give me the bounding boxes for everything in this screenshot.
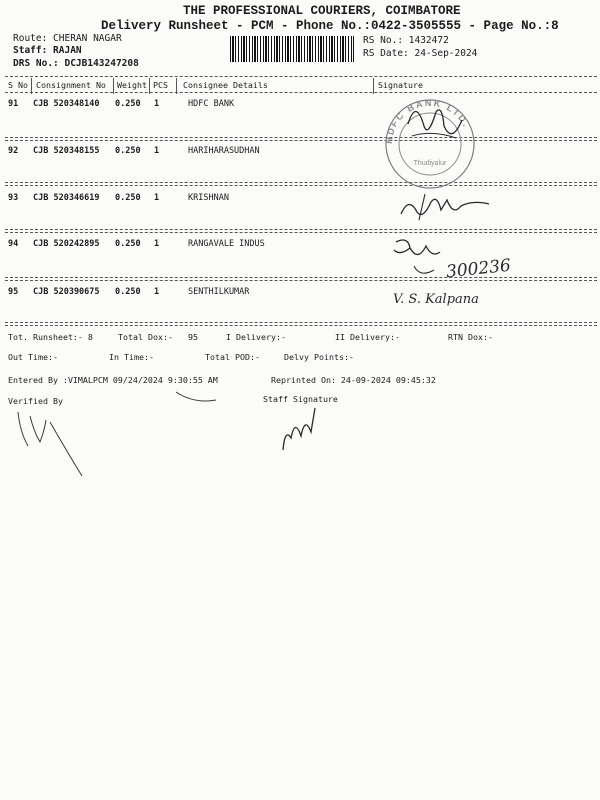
delvy-points: Delvy Points:- — [284, 352, 354, 362]
svg-text:Thudiyalur: Thudiyalur — [413, 160, 447, 167]
row-consignee: RANGAVALE INDUS — [188, 239, 265, 249]
row-consignee: KRISHNAN — [188, 193, 229, 203]
col-consignee: Consignee Details — [183, 80, 268, 90]
staff-label: Staff: RAJAN — [13, 45, 82, 56]
rs-date: RS Date: 24-Sep-2024 — [363, 48, 478, 59]
company-name: THE PROFESSIONAL COURIERS, COIMBATORE — [183, 4, 461, 18]
row-pcs: 1 — [154, 146, 160, 156]
row-divider — [5, 140, 597, 141]
row-consignment: CJB 520242895 — [33, 239, 100, 249]
row-pcs: 1 — [154, 99, 160, 109]
row-pcs: 1 — [154, 239, 160, 249]
total-pod: Total POD:- — [205, 352, 260, 362]
verified-signature — [10, 402, 90, 482]
total-dox-label: Total Dox:- — [118, 332, 173, 342]
staff-handwritten-signature — [275, 398, 325, 458]
barcode — [230, 36, 354, 62]
row-weight: 0.250 — [115, 146, 141, 156]
row-consignment: CJB 520348140 — [33, 99, 100, 109]
row-weight: 0.250 — [115, 99, 141, 109]
row-weight: 0.250 — [115, 287, 141, 297]
row-divider — [5, 325, 597, 326]
row-consignment: CJB 520390675 — [33, 287, 100, 297]
row-sno: 95 — [8, 287, 19, 297]
header-bottom-rule — [5, 92, 597, 93]
col-signature: Signature — [378, 80, 423, 90]
verified-by: Verified By — [8, 396, 63, 406]
row-divider — [5, 182, 597, 183]
signature-note-number: 300236 — [445, 255, 512, 283]
tick-mark — [172, 386, 222, 406]
drs-number: DRS No.: DCJB143247208 — [13, 58, 139, 69]
row-consignment: CJB 520348155 — [33, 146, 100, 156]
header-top-rule — [5, 76, 597, 77]
row-pcs: 1 — [154, 193, 160, 203]
bank-stamp — [372, 86, 488, 186]
row-sno: 94 — [8, 239, 19, 249]
row-consignment: CJB 520346619 — [33, 193, 100, 203]
tot-runsheet: Tot. Runsheet:- 8 — [8, 332, 93, 342]
signature-senthilkumar: V. S. Kalpana — [393, 292, 479, 307]
row-divider — [5, 185, 597, 186]
row-weight: 0.250 — [115, 193, 141, 203]
staff-signature: Staff Signature — [263, 394, 338, 404]
col-consignment: Consignment No — [36, 80, 106, 90]
row-divider — [5, 137, 597, 138]
out-time: Out Time:- — [8, 352, 58, 362]
signature-krishnan — [395, 190, 495, 225]
row-sno: 92 — [8, 146, 19, 156]
row-consignee: HARIHARASUDHAN — [188, 146, 260, 156]
total-dox-value: 95 — [188, 332, 198, 342]
row-pcs: 1 — [154, 287, 160, 297]
row-weight: 0.250 — [115, 239, 141, 249]
row-divider — [5, 229, 597, 230]
entered-by: Entered By :VIMALPCM 09/24/2024 9:30:55 AM — [8, 375, 218, 385]
in-time: In Time:- — [109, 352, 154, 362]
col-pcs: PCS — [153, 80, 168, 90]
row-sno: 91 — [8, 99, 19, 109]
row-divider — [5, 322, 597, 323]
route-label: Route: CHERAN NAGAR — [13, 33, 122, 44]
ii-delivery: II Delivery:- — [335, 332, 400, 342]
runsheet-title: Delivery Runsheet - PCM - Phone No.:0422-3505555 - Page No.:8 — [101, 19, 559, 33]
rs-number: RS No.: 1432472 — [363, 35, 449, 46]
reprinted-on: Reprinted On: 24-09-2024 09:45:32 — [271, 375, 436, 385]
svg-text:HDFC BANK LTD.: HDFC BANK LTD. — [383, 97, 472, 145]
row-sno: 93 — [8, 193, 19, 203]
col-sno: S No — [8, 80, 28, 90]
row-consignee: HDFC BANK — [188, 99, 235, 109]
i-delivery: I Delivery:- — [226, 332, 286, 342]
rtn-dox: RTN Dox:- — [448, 332, 493, 342]
col-weight: Weight — [117, 80, 147, 90]
row-consignee: SENTHILKUMAR — [188, 287, 250, 297]
